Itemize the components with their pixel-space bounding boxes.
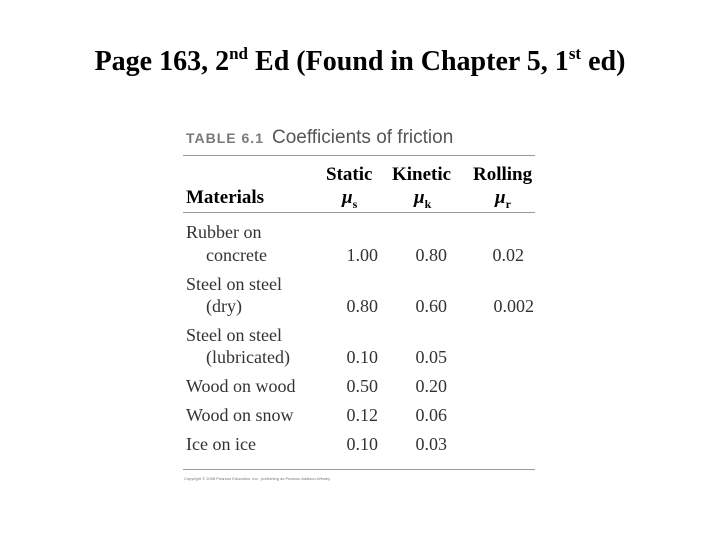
top-rule <box>183 155 535 156</box>
table-cell-material: Steel on steel <box>186 325 282 345</box>
header-rolling: Rolling <box>473 164 533 185</box>
table-label: TABLE 6.1 <box>186 130 264 146</box>
table-cell-static: 0.10 <box>346 347 378 367</box>
table-cell-material: Ice on ice <box>186 434 256 454</box>
table-cell-material: concrete <box>206 245 267 265</box>
slide-title <box>0 44 720 77</box>
title-superscript: nd <box>229 44 249 63</box>
copyright-notice: Copyright © 2008 Pearson Education, Inc., publishing as Pearson Addison-Wesley. <box>184 476 331 481</box>
header-mu-rolling: $\mu_r$ <box>495 187 511 211</box>
table-cell-rolling: 0.002 <box>493 296 534 316</box>
table-cell-rolling: 0.02 <box>492 245 524 265</box>
table-cell-kinetic: 0.80 <box>415 245 447 265</box>
bottom-rule <box>183 469 535 470</box>
header-mu-static: $\mu_s$ <box>342 187 358 211</box>
title-superscript: st <box>568 44 582 63</box>
header-mu-kinetic: $\mu_k$ <box>414 187 432 211</box>
table-heading <box>186 127 453 149</box>
table-cell-material: Wood on wood <box>186 376 296 396</box>
table-cell-static: 1.00 <box>346 245 378 265</box>
table-cell-material: Wood on snow <box>186 405 294 425</box>
table-cell-static: 0.50 <box>346 376 378 396</box>
table-cell-kinetic: 0.06 <box>415 405 447 425</box>
title-text: Page 163, 2 <box>94 46 230 77</box>
table-cell-static: 0.12 <box>346 405 378 425</box>
table-cell-static: 0.10 <box>346 434 378 454</box>
table-cell-kinetic: 0.20 <box>415 376 447 396</box>
header-kinetic: Kinetic <box>392 164 452 185</box>
header-static: Static <box>326 164 373 185</box>
table-cell-material: Steel on steel <box>186 274 282 294</box>
table-cell-material: (lubricated) <box>206 347 290 367</box>
title-text: ed) <box>581 46 626 77</box>
table-cell-kinetic: 0.03 <box>415 434 447 454</box>
table-cell-kinetic: 0.05 <box>415 347 447 367</box>
header-materials: Materials <box>186 187 265 208</box>
table-caption: Coefficients of friction <box>271 127 454 148</box>
title-text: Ed (Found in Chapter 5, 1 <box>248 46 569 77</box>
header-rule <box>183 212 535 213</box>
table-cell-static: 0.80 <box>346 296 378 316</box>
table-cell-material: (dry) <box>206 296 242 316</box>
table-cell-material: Rubber on <box>186 222 262 242</box>
table-cell-kinetic: 0.60 <box>415 296 447 316</box>
